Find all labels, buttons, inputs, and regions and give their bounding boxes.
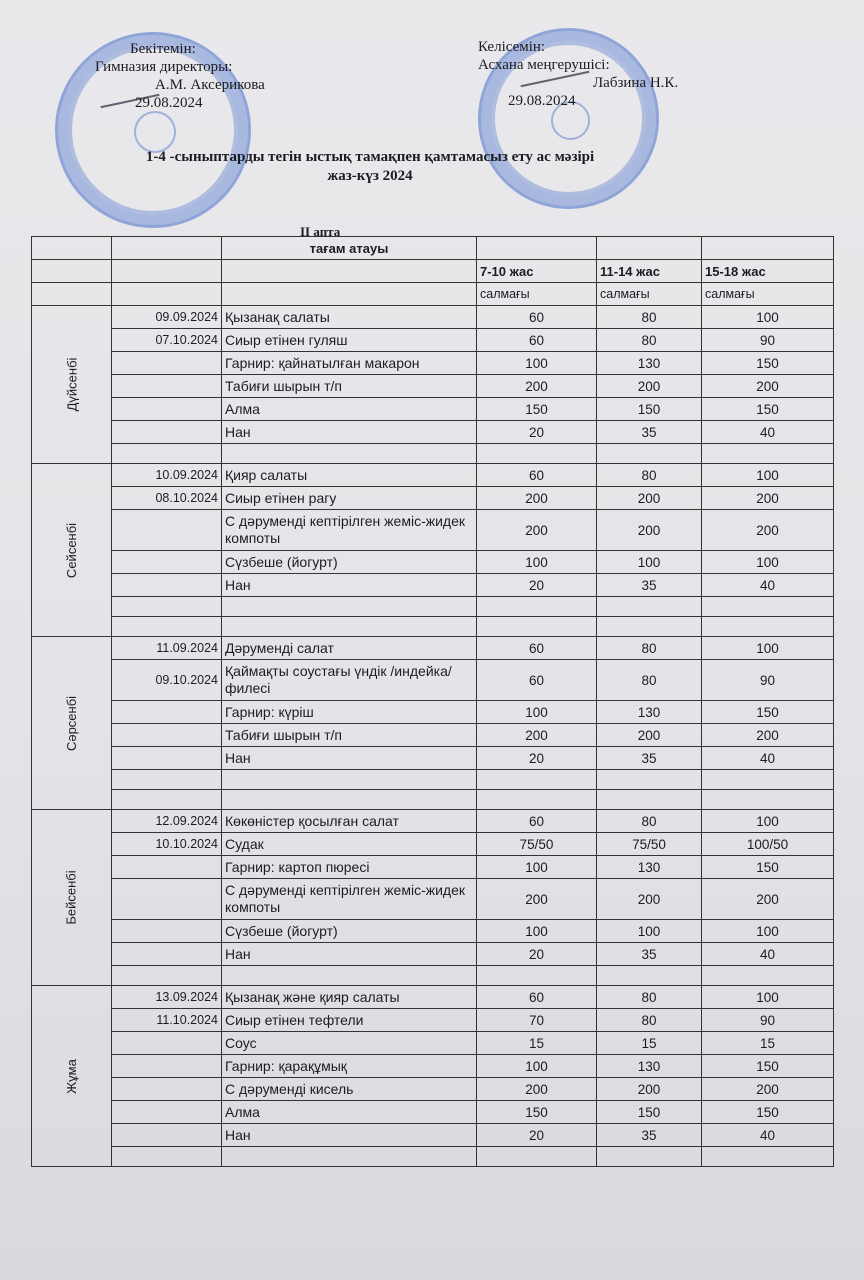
header-cell — [222, 260, 477, 283]
weekday-label — [32, 637, 112, 810]
dish-name-cell: Нан — [222, 421, 477, 444]
portion-15-18-cell: 200 — [702, 487, 834, 510]
portion-15-18-cell: 90 — [702, 1009, 834, 1032]
portion-7-10-cell: 60 — [477, 329, 597, 352]
portion-7-10-cell: 150 — [477, 398, 597, 421]
approval-block-right — [478, 38, 678, 110]
date-cell — [112, 574, 222, 597]
portion-7-10-cell — [477, 770, 597, 790]
date-cell — [112, 375, 222, 398]
date-cell: 12.09.2024 — [112, 810, 222, 833]
header-cell — [222, 283, 477, 306]
portion-15-18-cell: 15 — [702, 1032, 834, 1055]
portion-11-14-cell — [597, 790, 702, 810]
weight-header: салмағы — [477, 283, 597, 306]
portion-15-18-cell: 40 — [702, 421, 834, 444]
dish-name-cell: Гарнир: қайнатылған макарон — [222, 352, 477, 375]
portion-15-18-cell: 150 — [702, 398, 834, 421]
portion-11-14-cell: 150 — [597, 1101, 702, 1124]
portion-7-10-cell: 20 — [477, 747, 597, 770]
table-row — [32, 444, 834, 464]
portion-7-10-cell: 20 — [477, 943, 597, 966]
date-cell — [112, 879, 222, 920]
portion-11-14-cell: 80 — [597, 660, 702, 701]
portion-11-14-cell: 80 — [597, 329, 702, 352]
portion-15-18-cell — [702, 1147, 834, 1167]
portion-15-18-cell: 100 — [702, 464, 834, 487]
portion-15-18-cell: 200 — [702, 1078, 834, 1101]
table-row — [32, 510, 834, 551]
date-cell — [112, 724, 222, 747]
portion-11-14-cell: 100 — [597, 551, 702, 574]
table-row — [32, 701, 834, 724]
portion-15-18-cell: 100 — [702, 920, 834, 943]
portion-15-18-cell — [702, 597, 834, 617]
date-cell — [112, 747, 222, 770]
approval-left-date: 29.08.2024 — [135, 95, 203, 111]
date-cell: 11.10.2024 — [112, 1009, 222, 1032]
portion-7-10-cell: 200 — [477, 510, 597, 551]
dish-name-header: тағам атауы — [222, 237, 477, 260]
date-cell — [112, 770, 222, 790]
date-cell: 09.09.2024 — [112, 306, 222, 329]
portion-15-18-cell: 90 — [702, 660, 834, 701]
date-cell: 13.09.2024 — [112, 986, 222, 1009]
weekday-label — [32, 986, 112, 1167]
portion-15-18-cell: 200 — [702, 879, 834, 920]
table-row — [32, 1101, 834, 1124]
date-cell — [112, 920, 222, 943]
portion-15-18-cell: 150 — [702, 352, 834, 375]
portion-15-18-cell: 100 — [702, 306, 834, 329]
table-row — [32, 329, 834, 352]
weekday-name: Сейсенбі — [64, 522, 79, 578]
portion-7-10-cell: 150 — [477, 1101, 597, 1124]
portion-11-14-cell: 80 — [597, 306, 702, 329]
header-cell — [32, 237, 112, 260]
table-row — [32, 833, 834, 856]
portion-7-10-cell: 100 — [477, 352, 597, 375]
weekday-label — [32, 306, 112, 464]
table-row — [32, 879, 834, 920]
portion-7-10-cell: 60 — [477, 810, 597, 833]
week-label: II апта — [300, 224, 341, 239]
table-row — [32, 1147, 834, 1167]
table-row — [32, 421, 834, 444]
header-cell — [477, 237, 597, 260]
portion-7-10-cell: 100 — [477, 920, 597, 943]
dish-name-cell: Табиғи шырын т/п — [222, 724, 477, 747]
table-row — [32, 464, 834, 487]
weekday-label — [32, 464, 112, 637]
dish-name-cell: Алма — [222, 1101, 477, 1124]
portion-15-18-cell: 100 — [702, 810, 834, 833]
date-cell — [112, 1124, 222, 1147]
date-cell — [112, 421, 222, 444]
dish-name-cell: Соус — [222, 1032, 477, 1055]
dish-name-cell: Сиыр етінен гуляш — [222, 329, 477, 352]
portion-11-14-cell — [597, 1147, 702, 1167]
header-cell — [32, 260, 112, 283]
dish-name-cell: Гарнир: күріш — [222, 701, 477, 724]
table-row — [32, 986, 834, 1009]
portion-7-10-cell: 200 — [477, 1078, 597, 1101]
portion-11-14-cell: 35 — [597, 1124, 702, 1147]
date-cell — [112, 856, 222, 879]
dish-name-cell — [222, 1147, 477, 1167]
header-cell — [112, 237, 222, 260]
portion-15-18-cell: 40 — [702, 1124, 834, 1147]
dish-name-cell: Нан — [222, 574, 477, 597]
dish-name-cell: Алма — [222, 398, 477, 421]
dish-name-cell: Қияр салаты — [222, 464, 477, 487]
document-title — [90, 148, 650, 186]
portion-7-10-cell: 100 — [477, 1055, 597, 1078]
portion-15-18-cell — [702, 790, 834, 810]
date-cell: 09.10.2024 — [112, 660, 222, 701]
table-row — [32, 1032, 834, 1055]
portion-15-18-cell: 40 — [702, 943, 834, 966]
header-cell — [32, 283, 112, 306]
dish-name-cell: Сүзбеше (йогурт) — [222, 551, 477, 574]
approval-block-left — [95, 40, 265, 112]
portion-11-14-cell: 150 — [597, 398, 702, 421]
portion-7-10-cell: 60 — [477, 306, 597, 329]
portion-11-14-cell: 200 — [597, 487, 702, 510]
portion-7-10-cell: 75/50 — [477, 833, 597, 856]
weekday-name: Дүйсенбі — [64, 357, 79, 412]
dish-name-cell: Қаймақты соустағы үндік /индейка/ филесі — [222, 660, 477, 701]
title-line-1: 1-4 -сыныптарды тегін ыстық тамақпен қамтамасыз ету ас мәзірі — [145, 149, 595, 165]
portion-7-10-cell — [477, 1147, 597, 1167]
dish-name-cell — [222, 444, 477, 464]
portion-15-18-cell: 90 — [702, 329, 834, 352]
dish-name-cell: Сиыр етінен тефтели — [222, 1009, 477, 1032]
portion-15-18-cell: 200 — [702, 724, 834, 747]
date-cell — [112, 597, 222, 617]
table-row — [32, 770, 834, 790]
portion-11-14-cell: 200 — [597, 724, 702, 747]
dish-name-cell — [222, 966, 477, 986]
dish-name-cell: С дәруменді кептірілген жеміс-жидек компоты — [222, 510, 477, 551]
table-row — [32, 398, 834, 421]
table-row — [32, 920, 834, 943]
portion-11-14-cell: 35 — [597, 421, 702, 444]
weight-header: салмағы — [702, 283, 834, 306]
weekday-name: Жұма — [63, 1058, 79, 1094]
portion-7-10-cell: 100 — [477, 856, 597, 879]
date-cell — [112, 510, 222, 551]
portion-11-14-cell: 80 — [597, 810, 702, 833]
dish-name-cell: Сиыр етінен рагу — [222, 487, 477, 510]
dish-name-cell: Нан — [222, 943, 477, 966]
portion-7-10-cell: 60 — [477, 986, 597, 1009]
approval-right-label: Келісемін: — [478, 39, 546, 55]
approval-right-name: Лабзина Н.К. — [593, 75, 679, 91]
date-cell — [112, 943, 222, 966]
portion-11-14-cell: 35 — [597, 943, 702, 966]
date-cell — [112, 1101, 222, 1124]
table-row — [32, 1078, 834, 1101]
portion-7-10-cell: 60 — [477, 637, 597, 660]
dish-name-cell: Гарнир: картоп пюресі — [222, 856, 477, 879]
portion-7-10-cell — [477, 966, 597, 986]
header-row-3 — [32, 283, 834, 306]
portion-11-14-cell: 80 — [597, 637, 702, 660]
table-row — [32, 660, 834, 701]
dish-name-cell: С дәруменді кисель — [222, 1078, 477, 1101]
approval-left-position: Гимназия директоры: — [95, 59, 233, 75]
portion-15-18-cell — [702, 770, 834, 790]
portion-11-14-cell: 75/50 — [597, 833, 702, 856]
portion-11-14-cell: 130 — [597, 1055, 702, 1078]
date-cell — [112, 1147, 222, 1167]
date-cell: 11.09.2024 — [112, 637, 222, 660]
table-row — [32, 574, 834, 597]
table-row — [32, 375, 834, 398]
portion-11-14-cell — [597, 444, 702, 464]
dish-name-cell — [222, 597, 477, 617]
date-cell: 07.10.2024 — [112, 329, 222, 352]
dish-name-cell: Нан — [222, 747, 477, 770]
portion-11-14-cell: 130 — [597, 352, 702, 375]
portion-7-10-cell: 60 — [477, 660, 597, 701]
portion-15-18-cell — [702, 966, 834, 986]
portion-7-10-cell: 100 — [477, 701, 597, 724]
date-cell — [112, 1055, 222, 1078]
date-cell — [112, 1032, 222, 1055]
dish-name-cell — [222, 617, 477, 637]
table-row — [32, 487, 834, 510]
dish-name-cell: Қызанақ салаты — [222, 306, 477, 329]
table-row — [32, 790, 834, 810]
portion-15-18-cell: 40 — [702, 747, 834, 770]
table-row — [32, 1009, 834, 1032]
table-row — [32, 943, 834, 966]
dish-name-cell: Гарнир: қарақұмық — [222, 1055, 477, 1078]
header-cell — [112, 283, 222, 306]
dish-name-cell — [222, 790, 477, 810]
portion-11-14-cell: 35 — [597, 747, 702, 770]
dish-name-cell: Сүзбеше (йогурт) — [222, 920, 477, 943]
date-cell — [112, 966, 222, 986]
table-row — [32, 747, 834, 770]
portion-15-18-cell: 40 — [702, 574, 834, 597]
portion-15-18-cell: 100 — [702, 551, 834, 574]
approval-right-position: Асхана меңгерушісі: — [478, 57, 610, 73]
portion-15-18-cell: 150 — [702, 1055, 834, 1078]
date-cell — [112, 617, 222, 637]
portion-11-14-cell: 80 — [597, 1009, 702, 1032]
portion-7-10-cell: 100 — [477, 551, 597, 574]
portion-7-10-cell: 200 — [477, 487, 597, 510]
portion-7-10-cell: 15 — [477, 1032, 597, 1055]
portion-7-10-cell — [477, 617, 597, 637]
date-cell — [112, 352, 222, 375]
menu-table — [31, 236, 834, 1167]
portion-7-10-cell: 20 — [477, 421, 597, 444]
dish-name-cell: С дәруменді кептірілген жеміс-жидек компоты — [222, 879, 477, 920]
dish-name-cell: Табиғи шырын т/п — [222, 375, 477, 398]
header-row-2 — [32, 260, 834, 283]
dish-name-cell: Көкөністер қосылған салат — [222, 810, 477, 833]
approval-left-label: Бекітемін: — [130, 41, 196, 57]
portion-11-14-cell — [597, 597, 702, 617]
table-row — [32, 617, 834, 637]
date-cell — [112, 701, 222, 724]
date-cell: 10.10.2024 — [112, 833, 222, 856]
weekday-name: Сәрсенбі — [64, 695, 79, 751]
date-cell — [112, 1078, 222, 1101]
portion-11-14-cell: 80 — [597, 464, 702, 487]
portion-7-10-cell: 60 — [477, 464, 597, 487]
dish-name-cell: Қызанақ және қияр салаты — [222, 986, 477, 1009]
portion-7-10-cell: 200 — [477, 879, 597, 920]
table-row — [32, 551, 834, 574]
portion-7-10-cell: 200 — [477, 375, 597, 398]
portion-11-14-cell: 35 — [597, 574, 702, 597]
table-row — [32, 810, 834, 833]
dish-name-cell — [222, 770, 477, 790]
portion-11-14-cell: 80 — [597, 986, 702, 1009]
dish-name-cell: Нан — [222, 1124, 477, 1147]
age-group-header: 15-18 жас — [702, 260, 834, 283]
portion-15-18-cell: 100/50 — [702, 833, 834, 856]
table-row — [32, 352, 834, 375]
portion-15-18-cell: 100 — [702, 637, 834, 660]
weekday-label — [32, 810, 112, 986]
header-cell — [702, 237, 834, 260]
age-group-header: 11-14 жас — [597, 260, 702, 283]
portion-15-18-cell — [702, 444, 834, 464]
header-cell — [112, 260, 222, 283]
date-cell: 08.10.2024 — [112, 487, 222, 510]
header-cell — [597, 237, 702, 260]
portion-11-14-cell — [597, 617, 702, 637]
portion-11-14-cell: 15 — [597, 1032, 702, 1055]
portion-15-18-cell: 150 — [702, 1101, 834, 1124]
portion-15-18-cell: 150 — [702, 701, 834, 724]
date-cell — [112, 444, 222, 464]
table-row — [32, 724, 834, 747]
portion-7-10-cell: 70 — [477, 1009, 597, 1032]
portion-11-14-cell: 200 — [597, 1078, 702, 1101]
portion-7-10-cell — [477, 597, 597, 617]
portion-11-14-cell: 130 — [597, 856, 702, 879]
portion-15-18-cell: 150 — [702, 856, 834, 879]
date-cell — [112, 790, 222, 810]
portion-15-18-cell — [702, 617, 834, 637]
portion-7-10-cell — [477, 790, 597, 810]
age-group-header: 7-10 жас — [477, 260, 597, 283]
portion-15-18-cell: 100 — [702, 986, 834, 1009]
portion-11-14-cell: 200 — [597, 510, 702, 551]
weekday-name: Бейсенбі — [64, 870, 79, 925]
approval-left-name: А.М. Аксерикова — [155, 77, 265, 93]
date-cell: 10.09.2024 — [112, 464, 222, 487]
table-row — [32, 637, 834, 660]
approval-right-date: 29.08.2024 — [508, 93, 576, 109]
table-row — [32, 966, 834, 986]
table-row — [32, 306, 834, 329]
portion-7-10-cell — [477, 444, 597, 464]
portion-11-14-cell: 100 — [597, 920, 702, 943]
table-row — [32, 597, 834, 617]
date-cell — [112, 398, 222, 421]
portion-11-14-cell: 200 — [597, 375, 702, 398]
weight-header: салмағы — [597, 283, 702, 306]
portion-11-14-cell — [597, 966, 702, 986]
portion-15-18-cell: 200 — [702, 375, 834, 398]
table-row — [32, 1055, 834, 1078]
portion-7-10-cell: 20 — [477, 1124, 597, 1147]
header-row-1 — [32, 237, 834, 260]
portion-11-14-cell: 130 — [597, 701, 702, 724]
portion-7-10-cell: 20 — [477, 574, 597, 597]
date-cell — [112, 551, 222, 574]
portion-15-18-cell: 200 — [702, 510, 834, 551]
portion-11-14-cell — [597, 770, 702, 790]
table-row — [32, 856, 834, 879]
dish-name-cell: Дәруменді салат — [222, 637, 477, 660]
table-row — [32, 1124, 834, 1147]
portion-11-14-cell: 200 — [597, 879, 702, 920]
dish-name-cell: Судак — [222, 833, 477, 856]
title-line-2: жаз-күз 2024 — [327, 168, 413, 184]
portion-7-10-cell: 200 — [477, 724, 597, 747]
